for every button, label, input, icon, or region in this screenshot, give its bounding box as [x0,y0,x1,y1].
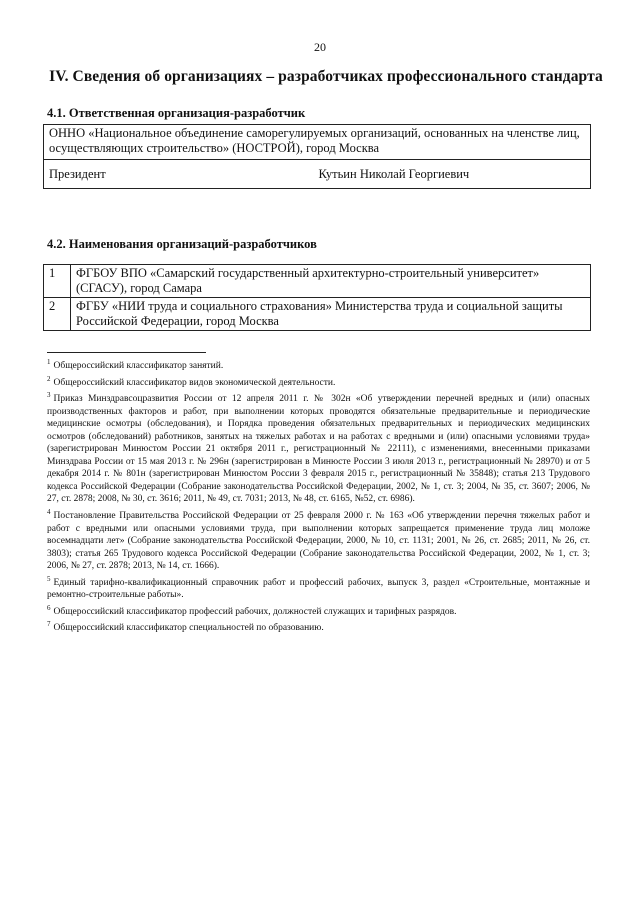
responsible-org-table [43,124,591,189]
developer-org-name: ФГБОУ ВПО «Самарский государственный архитектурно-строительный университет» (СГАСУ), город Самара [71,265,591,298]
footnote [47,356,590,373]
table-row [44,265,591,298]
responsible-org-cell: ОННО «Национальное объединение саморегулируемых организаций, основанных на членстве лиц, осуществляющих строительство» (НОСТРОЙ), город Москва [44,125,591,160]
developer-orgs-table [43,264,591,331]
footnote [47,373,590,390]
section-title: IV. Сведения об организациях – разработчиках профессионального стандарта [49,68,603,85]
footnote [47,602,590,619]
signatory-role: Президент [49,166,106,181]
footnote-mark: 3 [47,391,51,400]
footnote-mark: 2 [47,374,51,383]
subsection-title-responsible: 4.1. Ответственная организация-разработчик [47,106,306,120]
footnote-mark: 1 [47,358,51,366]
page-number: 20 [314,40,326,54]
footnote-mark: 4 [47,507,51,516]
signatory-cell [44,160,591,189]
footnote-text: Общероссийский классификатор видов экономической деятельности. [53,377,336,388]
row-number: 2 [44,298,71,331]
footnote-text: Общероссийский классификатор профессий рабочих, должностей служащих и тарифных разрядов. [53,606,457,617]
footnote-text: Общероссийский классификатор специальностей по образованию. [53,623,324,634]
footnote-mark: 5 [47,574,51,583]
footnote [47,389,590,506]
subsection-title-developers: 4.2. Наименования организаций-разработчиков [47,237,317,251]
footnote [47,506,590,573]
table-row [44,298,591,331]
developer-org-name: ФГБУ «НИИ труда и социального страхования» Министерства труда и социальной защиты Российской Федерации, город Москва [71,298,591,331]
footnote [47,573,590,602]
footnote-text: Приказ Минздравсоцразвития России от 12 апреля 2011 г. № 302н «Об утверждении перечней вредных и (или) опасных производственных факторов и работ, при выполнении которых проводятся обязательные предварительные и периодические медицинские осмотры (обследования), и Порядка проведения обязательных предварительных и периодических медицинских осмотров (обследований) работников, занятых на тяжелых работах и на работах с вредными и (или) опасными условиями труда» (зарегистрирован Минюстом России 21 октября 2011 г., регистрационный № 22111), с изменениями, внесенными приказами Минздрава России от 15 мая 2013 г. № 296н (зарегистрирован в Минюсте России 3 июля 2013 г., регистрационный № 28970) и от 5 декабря 2014 г. № 801н (зарегистрирован Минюстом России 3 февраля 2015 г., регистрационный № 35848); статья 213 Трудового кодекса Российской Федерации (Собрание законодательства Российской Федерации, 2002, № 1, ст. 3; 2004, № 35, ст. 3607; 2006, № 27, ст. 2878; 2008, № 30, ст. 3616; 2011, № 49, ст. 7031; 2013, № 48, ст. 6165, №52, ст. 6986). [47,394,590,505]
footnote-text: Общероссийский классификатор занятий. [53,361,224,372]
row-number: 1 [44,265,71,298]
footnote-text: Постановление Правительства Российской Федерации от 25 февраля 2000 г. № 163 «Об утверждении перечня тяжелых работ и работ с вредными или опасными условиями труда, при выполнении которых запрещается применение труда лиц моложе восемнадцати лет» (Собрание законодательства Российской Федерации, 2000, № 10, ст. 1131; 2001, № 26, ст. 2685; 2011, № 26, ст. 3803); статья 265 Трудового кодекса Российской Федерации (Собрание законодательства Российской Федерации, 2002, № 1, ст. 3; 2006, № 27, ст. 2878; 2013, № 14, ст. 1666). [47,511,590,572]
footnote-mark: 6 [47,603,51,612]
footnote-text: Единый тарифно-квалификационный справочник работ и профессий рабочих, выпуск 3, раздел «Строительные, монтажные и ремонтно-строительные работы». [47,577,590,601]
signatory-name: Кутьин Николай Георгиевич [318,166,470,181]
footnote [47,618,590,635]
footnote-separator [47,352,206,353]
footnotes [47,356,590,635]
footnote-mark: 7 [47,620,51,629]
